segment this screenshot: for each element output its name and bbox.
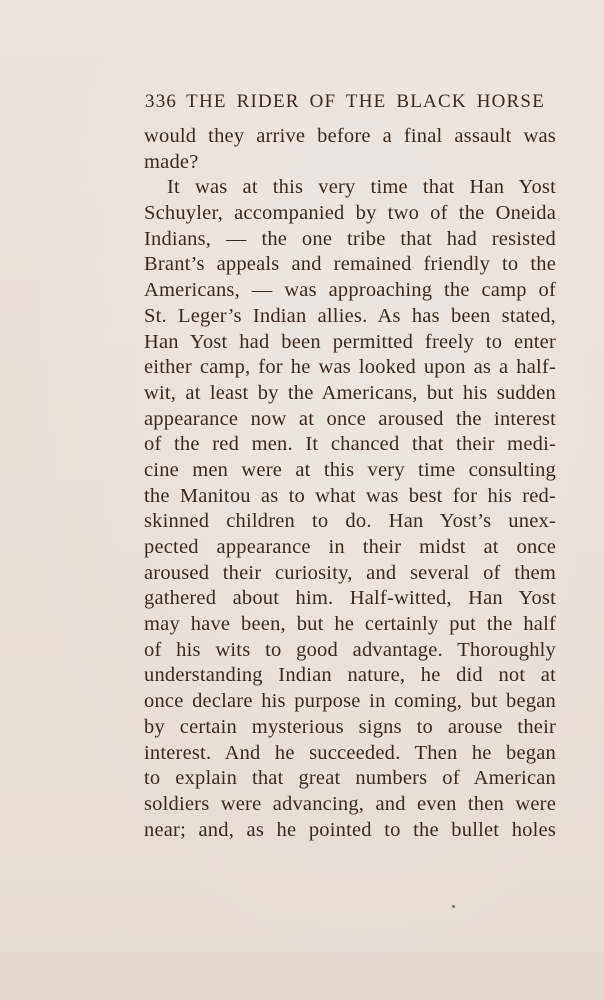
text-line: to explain that great numbers of American xyxy=(144,767,556,790)
text-line: either camp, for he was looked upon as a half- xyxy=(144,356,556,379)
text-line: St. Leger’s Indian allies. As has been stated, xyxy=(144,304,556,327)
text-line: of his wits to good advantage. Thoroughly xyxy=(144,638,556,661)
text-line: understanding Indian nature, he did not at xyxy=(144,664,556,687)
text-line: soldiers were advancing, and even then were xyxy=(144,792,556,815)
text-line: near; and, as he pointed to the bullet holes xyxy=(144,818,556,841)
text-line: by certain mysterious signs to arouse their xyxy=(144,715,556,738)
running-title: THE RIDER OF THE BLACK HORSE xyxy=(186,91,545,112)
body-text xyxy=(144,124,556,843)
text-line: would they arrive before a final assault was xyxy=(144,125,556,147)
text-line: pected appearance in their midst at once xyxy=(144,536,556,558)
text-line: Schuyler, accompanied by two of the Oneida xyxy=(144,202,556,225)
page-number: 336 xyxy=(145,91,178,112)
text-line: aroused their curiosity, and several of them xyxy=(144,561,556,584)
text-line: once declare his purpose in coming, but began xyxy=(144,690,556,713)
text-line: gathered about him. Half-witted, Han Yost xyxy=(144,587,556,610)
text-line: Han Yost had been permitted freely to enter xyxy=(144,330,556,353)
text-line: Brant’s appeals and remained friendly to the xyxy=(144,253,556,276)
text-line: made? xyxy=(144,150,199,173)
paper-speck xyxy=(452,905,455,908)
text-line: may have been, but he certainly put the half xyxy=(144,613,556,636)
text-line: the Manitou as to what was best for his red- xyxy=(144,484,556,507)
text-line: Indians, — the one tribe that had resisted xyxy=(144,227,556,250)
text-line: of the red men. It chanced that their medi- xyxy=(144,433,556,456)
text-line: Americans, — was approaching the camp of xyxy=(144,279,556,302)
text-line: interest. And he succeeded. Then he began xyxy=(144,741,556,764)
text-line: It was at this very time that Han Yost xyxy=(167,176,556,199)
text-line: appearance now at once aroused the interest xyxy=(144,407,556,430)
running-head xyxy=(145,91,545,117)
text-line: wit, at least by the Americans, but his sudden xyxy=(144,381,556,404)
text-line: cine men were at this very time consulting xyxy=(144,458,556,481)
text-line: skinned children to do. Han Yost’s unex- xyxy=(144,510,556,533)
